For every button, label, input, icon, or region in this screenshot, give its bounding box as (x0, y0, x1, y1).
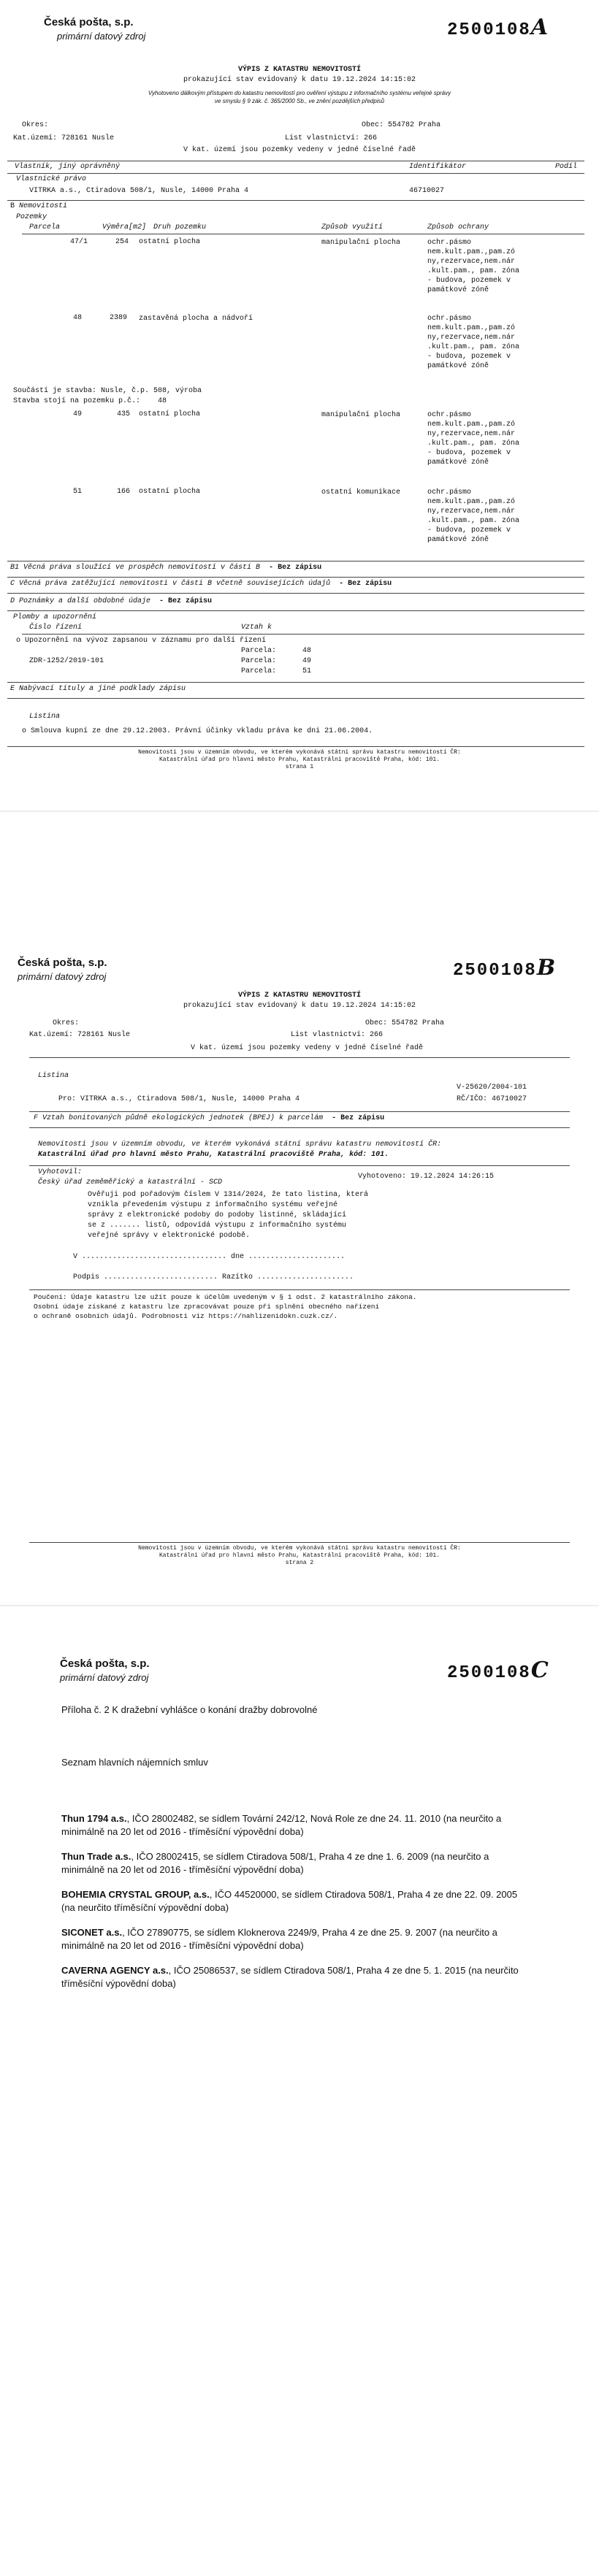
related-parcel-3: Parcela: 51 (241, 667, 312, 675)
cislo-rizeni-label: Číslo řízení (29, 624, 83, 632)
vyhotovil-org: Český úřad zeměměřický a katastrální - SCD (38, 1178, 223, 1187)
parcel-number: 47/1 (70, 238, 88, 246)
list-vlastnictvi: List vlastnictví: 266 (285, 134, 378, 142)
parcel-protection: ochr.pásmo nem.kult.pam.,pam.zó ny,rezervace,nem.nár .kult.pam., pam. zóna - budova, pozemek v památkové zóně (427, 488, 520, 544)
parcel-48 (0, 314, 599, 387)
col-zpusob-vyuziti: Způsob využití (321, 223, 384, 231)
parcel-area: 254 (115, 238, 129, 246)
tenant-4 (61, 1926, 529, 1952)
parcel-type: ostatní plocha (139, 238, 201, 246)
related-parcel-2: Parcela: 49 (241, 657, 312, 665)
parcel-protection: ochr.pásmo nem.kult.pam.,pam.zó ny,rezervace,nem.nár .kult.pam., pam. zóna - budova, pozemek v památkové zóně (427, 239, 520, 294)
parcel-area: 166 (117, 488, 131, 496)
tenant-name: SICONET a.s. (61, 1927, 123, 1938)
related-parcel-1: Parcela: 48 (241, 647, 312, 655)
org-name: Česká pošta, s.p. (44, 16, 134, 28)
parcel-number: 49 (73, 410, 83, 418)
territory-2: Katastrální úřad pro hlavní město Prahu, Katastrální pracoviště Praha, kód: 101. (38, 1151, 389, 1159)
tenant-3 (61, 1888, 529, 1914)
section-intro: V kat. území jsou pozemky vedeny v jedné číselné řadě (183, 146, 416, 154)
parcel-area: 435 (117, 410, 131, 418)
ownership-right: Vlastnické právo (16, 175, 87, 183)
parcel-49 (0, 410, 599, 483)
parcel-type: ostatní plocha (139, 488, 201, 496)
stamp-number: 2500108C (447, 1657, 550, 1683)
page-subtitle: prokazující stav evidovaný k datu 19.12.2024 14:15:02 (183, 1002, 416, 1010)
soucast-stavby: Součástí je stavba: Nusle, č.p. 508, výroba (13, 387, 202, 395)
rizeni-id: ZDR-1252/2019-101 (29, 657, 104, 665)
org-subtitle: primární datový zdroj (60, 1672, 149, 1683)
page-subtitle: prokazující stav evidovaný k datu 19.12.2024 14:15:02 (183, 76, 416, 84)
org-subtitle: primární datový zdroj (57, 31, 146, 42)
list-vlastnictvi: List vlastnictví: 266 (291, 1031, 384, 1039)
vztah-k-label: Vztah k (241, 624, 272, 632)
obec-label: Obec: 554782 Praha (365, 1019, 445, 1027)
tenant-details: , IČO 44520000, se sídlem Ctiradova 508/1, Praha 4 ze dne 22. 09. 2005 (na neurčito tříměsíční výpovědní doba) (61, 1889, 518, 1913)
stamp-number: 2500108A (447, 15, 550, 40)
v-code: V-25620/2004-101 (457, 1084, 527, 1092)
rc-ico: RČ/IČO: 46710027 (457, 1095, 527, 1103)
listina-label: Listina (29, 713, 61, 721)
smlouva: o Smlouva kupní ze dne 29.12.2003. Právní účinky vkladu práva ke dni 21.06.2004. (22, 727, 373, 735)
stavba-stoji: Stavba stojí na pozemku p.č.: 48 (13, 397, 167, 405)
parcel-number: 51 (73, 488, 83, 496)
org-name: Česká pošta, s.p. (60, 1657, 150, 1670)
okres-label: Okres: (53, 1019, 80, 1027)
parcel-use: ostatní komunikace (321, 488, 401, 497)
parcel-use: manipulační plocha (321, 411, 401, 419)
pozemky-label: Pozemky (16, 213, 47, 221)
section-c: C Věcná práva zatěžující nemovitosti v části B včetně souvisejících údajů - Bez zápisu (10, 580, 392, 588)
verification-note: Vyhotoveno dálkovým přístupem do katastru nemovitostí pro ověření výstupu z informačního systému veřejné správy ve smyslu § 9 zák. č. 365/2000 Sb., ve znění pozdějších předpisů (148, 90, 451, 104)
org-name: Česká pošta, s.p. (18, 957, 107, 969)
section-b-label: B Nemovitosti (10, 202, 68, 210)
section-f: F Vztah bonitovaných půdně ekologických jednotek (BPEJ) k parcelám - Bez zápisu (34, 1114, 385, 1122)
list-title: Seznam hlavních nájemních smluv (61, 1757, 208, 1768)
vyhotoveno: Vyhotoveno: 19.12.2024 14:26:15 (358, 1173, 495, 1181)
pro-line: Pro: VITRKA a.s., Ctiradova 508/1, Nusle, 14000 Praha 4 (58, 1095, 300, 1103)
listina-label: Listina (38, 1072, 69, 1080)
parcel-protection: ochr.pásmo nem.kult.pam.,pam.zó ny,rezervace,nem.nár .kult.pam., pam. zóna - budova, pozemek v památkové zóně (427, 315, 520, 370)
section-e: E Nabývací tituly a jiné podklady zápisu (10, 685, 186, 693)
col-parcela: Parcela (29, 223, 61, 231)
parcel-type: ostatní plocha (139, 410, 201, 418)
upozorneni: o Upozornění na vývoz zapsanou v záznamu pro další řízení (16, 637, 267, 645)
page1-footer: Nemovitosti jsou v územním obvodu, ve kterém vykonává státní správu katastru nemovitostí ČR: Katastrální úřad pro hlavní město Prahu, Katastrální pracoviště Praha, kód: 101. strana 1 (138, 749, 461, 770)
parcel-number: 48 (73, 314, 83, 322)
owner-id: 46710027 (409, 187, 445, 195)
owners-header: Vlastník, jiný oprávněný (15, 163, 121, 171)
tenant-name: Thun 1794 a.s. (61, 1813, 127, 1824)
okres-label: Okres: (22, 121, 49, 129)
tenant-details: , IČO 28002415, se sídlem Ctiradova 508/1, Praha 4 ze dne 1. 6. 2009 (na neurčito a minimálně na 20 let od 2016 - tříměsíční výpovědní doba) (61, 1851, 489, 1875)
tenant-details: , IČO 27890775, se sídlem Kloknerova 2249/9, Praha 4 ze dne 25. 9. 2007 (na neurčito a minimálně na 20 let od 2016 - tříměsíční výpovědní doba) (61, 1927, 497, 1951)
section-intro: V kat. území jsou pozemky vedeny v jedné číselné řadě (190, 1044, 424, 1052)
kat-uzemi: Kat.území: 728161 Nusle (29, 1031, 131, 1039)
section-d: D Poznámky a další obdobné údaje - Bez zápisu (10, 597, 213, 605)
page-title: VÝPIS Z KATASTRU NEMOVITOSTÍ (237, 66, 362, 74)
identifier-header: Identifikátor (409, 163, 467, 171)
kat-uzemi: Kat.území: 728161 Nusle (13, 134, 115, 142)
parcel-51 (0, 488, 599, 561)
tenant-name: BOHEMIA CRYSTAL GROUP, a.s. (61, 1889, 210, 1900)
parcel-type: zastavěná plocha a nádvoří (139, 315, 253, 323)
pouceni: Poučení: Údaje katastru lze užít pouze k účelům uvedeným v § 1 odst. 2 katastrálního zákona. Osobní údaje získané z katastru lze zpracovávat pouze při splnění obecného nařízení o ochraně osobních údajů. Podrobnosti viz https://nahlizenidokn.cuzk.cz/. (34, 1293, 417, 1320)
page2-footer: Nemovitosti jsou v územním obvodu, ve kterém vykonává státní správu katastru nemovitostí ČR: Katastrální úřad pro hlavní město Prahu, Katastrální pracoviště Praha, kód: 101. strana 2 (138, 1545, 461, 1566)
parcel-protection: ochr.pásmo nem.kult.pam.,pam.zó ny,rezervace,nem.nár .kult.pam., pam. zóna - budova, pozemek v památkové zóně (427, 411, 520, 467)
tenant-2 (61, 1850, 529, 1877)
tenant-name: CAVERNA AGENCY a.s. (61, 1965, 169, 1976)
col-druh: Druh pozemku (153, 223, 207, 231)
parcel-use: manipulační plocha (321, 239, 401, 247)
v-dne-line: V ................................. dne ...................... (73, 1253, 346, 1261)
page-title: VÝPIS Z KATASTRU NEMOVITOSTÍ (237, 992, 362, 1000)
territory-1: Nemovitosti jsou v územním obvodu, ve kterém vykonává státní správu katastru nemovitostí ČR: (38, 1141, 442, 1149)
page-1 (0, 0, 599, 803)
plomby-label: Plomby a upozornění (13, 613, 97, 621)
col-zpusob-ochrany: Způsob ochrany (427, 223, 489, 231)
owner-name: VITRKA a.s., Ctiradova 508/1, Nusle, 14000 Praha 4 (29, 187, 249, 195)
tenant-1 (61, 1812, 529, 1839)
tenant-details: , IČO 28002482, se sídlem Tovární 242/12, Nová Role ze dne 24. 11. 2010 (na neurčito a minimálně na 20 let od 2016 - tříměsíční výpovědní doba) (61, 1813, 502, 1837)
stamp-number: 2500108B (453, 955, 557, 981)
vyhotovil-label: Vyhotovil: (38, 1168, 83, 1176)
podpis-line: Podpis .......................... Razítko ...................... (73, 1273, 354, 1281)
col-vymera: Výměra[m2] (102, 223, 147, 231)
parcel-47-1 (0, 238, 599, 311)
certification: Ověřuji pod pořadovým číslem V 1314/2024, že tato listina, která vznikla převedením výstupu z informačního systému veřejné správy z elektronické podoby do podoby listinné, skládající se z ....... listů, odpovídá výstupu z informačního systému veřejné správy v elektronické podobě. (88, 1191, 369, 1240)
tenant-name: Thun Trade a.s. (61, 1851, 131, 1862)
page-2 (0, 825, 599, 1599)
annex-title: Příloha č. 2 K dražební vyhlášce o konání dražby dobrovolné (61, 1704, 318, 1715)
tenant-details: , IČO 25086537, se sídlem Ctiradova 508/1, Praha 4 ze dne 5. 1. 2015 (na neurčito tříměsíční výpovědní doba) (61, 1965, 519, 1989)
parcel-area: 2389 (110, 314, 128, 322)
page-3 (0, 1614, 599, 2570)
org-subtitle: primární datový zdroj (18, 971, 107, 982)
share-header: Podíl (555, 163, 578, 171)
section-b1: B1 Věcná práva sloužící ve prospěch nemovitostí v části B - Bez zápisu (10, 564, 322, 572)
tenant-5 (61, 1964, 529, 1990)
obec-label: Obec: 554782 Praha (362, 121, 441, 129)
